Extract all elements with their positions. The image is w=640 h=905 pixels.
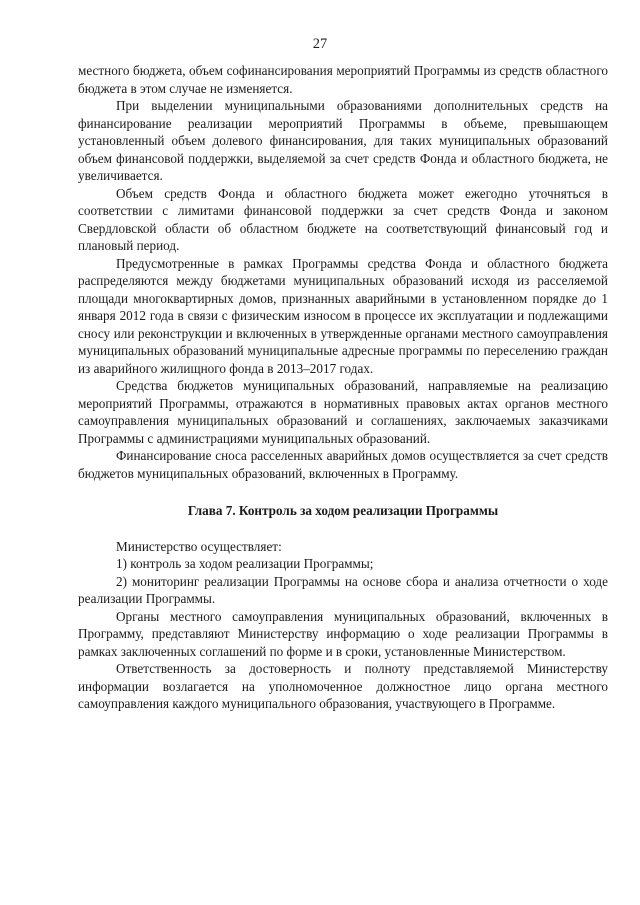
list-item-control: 1) контроль за ходом реализации Программы; <box>116 556 374 571</box>
document-body <box>78 62 608 713</box>
page-number: 27 <box>312 36 328 52</box>
paragraph-reporting: Органы местного самоуправления муниципальных образований, включенных в Программу, представляют Министерству информацию о ходе реализации Программы в рамках заключенных соглашений по форме и в сроки, установленные Министерством. <box>78 608 608 659</box>
paragraph-municipal-budgets: Средства бюджетов муниципальных образований, направляемые на реализацию мероприятий Программы, отражаются в нормативных правовых актах органов местного самоуправления муниципальных образований и соглашениях, заключаемых заказчиками Программы с администрациями муниципальных образований. <box>78 378 608 446</box>
chapter-title: Глава 7. Контроль за ходом реализации Программы <box>187 503 499 518</box>
paragraph-funding-adjustment: Объем средств Фонда и областного бюджета может ежегодно уточняться в соответствии с лимитами финансовой поддержки за счет средств Фонда и законом Свердловской области об областном бюджете на соответствующий финансовый год и плановый период. <box>78 185 608 253</box>
paragraph-ministry-duties: Министерство осуществляет: <box>116 538 282 554</box>
paragraph-additional-funds: При выделении муниципальными образованиями дополнительных средств на финансирование реализации мероприятий Программы в объеме, превышающем установленный объем долевого финансирования, для таких муниципальных образований объем финансовой поддержки, выделяемой за счет средств Фонда и областного бюджета, не увеличивается. <box>78 98 608 183</box>
paragraph-continuation: местного бюджета, объем софинансирования мероприятий Программы из средств областного бюджета в этом случае не изменяется. <box>78 63 608 96</box>
list-item-monitoring: 2) мониторинг реализации Программы на основе сбора и анализа отчетности о ходе реализации Программы. <box>78 573 608 606</box>
paragraph-demolition-financing: Финансирование сноса расселенных аварийных домов осуществляется за счет средств бюджетов муниципальных образований, включенных в Программу. <box>78 448 608 481</box>
paragraph-responsibility: Ответственность за достоверность и полноту представляемой Министерству информации возлагается на уполномоченное должностное лицо органа местного самоуправления каждого муниципального образования, участвующего в Программе. <box>78 661 608 711</box>
paragraph-funds-distribution: Предусмотренные в рамках Программы средства Фонда и областного бюджета распределяются между бюджетами муниципальных образований исходя из расселяемой площади многоквартирных домов, признанных аварийными в установленном порядке до 1 января 2012 года в связи с физическим износом в процессе их эксплуатации и подлежащими сносу или реконструкции и включенных в утвержденные органами местного самоуправления муниципальных образований муниципальные адресные программы по переселению граждан из аварийного жилищного фонда в 2013–2017 годах. <box>78 255 608 376</box>
